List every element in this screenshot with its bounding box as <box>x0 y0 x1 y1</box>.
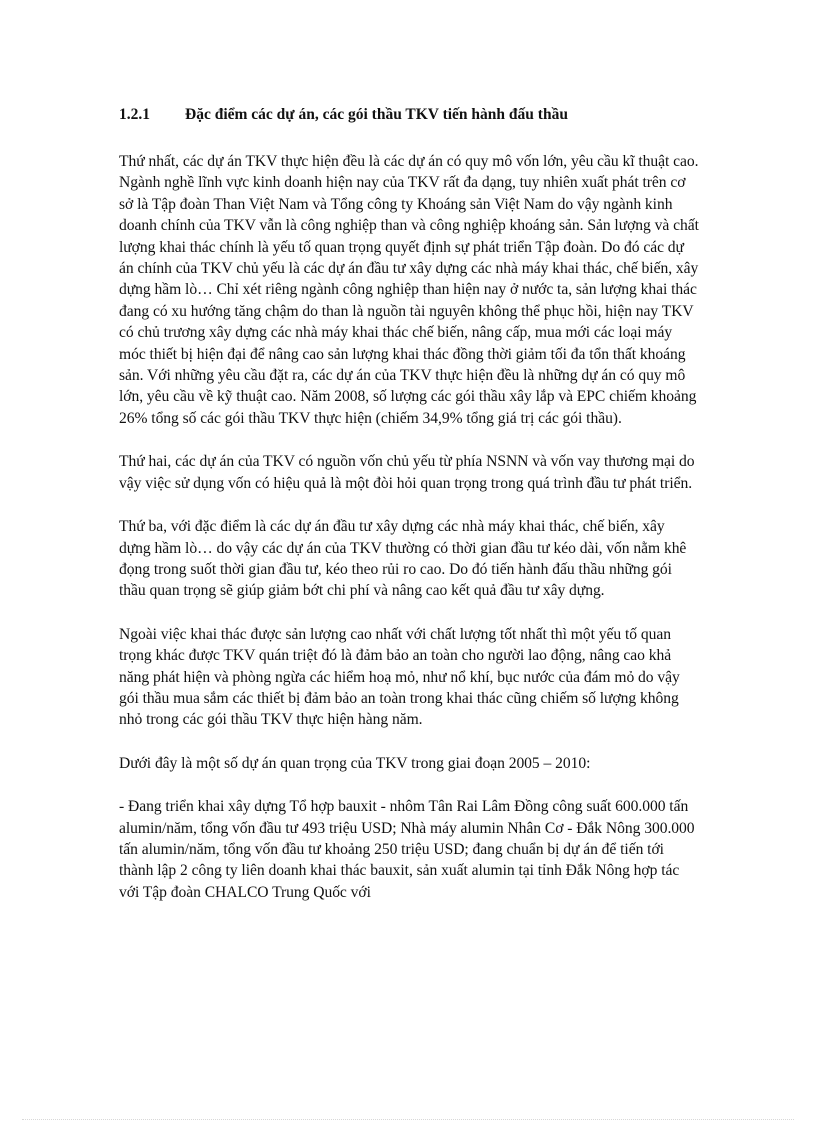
page-content <box>119 104 699 925</box>
paragraph-1: Thứ nhất, các dự án TKV thực hiện đều là các dự án có quy mô vốn lớn, yêu cầu kĩ thuật cao. Ngành nghề lĩnh vực kinh doanh hiện nay của TKV rất đa dạng, tuy nhiên xuất phát trên cơ sở là Tập đoàn Than Việt Nam và Tổng công ty Khoáng sản Việt Nam do vậy ngành kinh doanh chính của TKV vẫn là công nghiệp than và công nghiệp khoáng sản. Sản lượng và chất lượng khai thác chính là yếu tố quan trọng quyết định sự phát triển Tập đoàn. Do đó các dự án chính của TKV chủ yếu là các dự án đầu tư xây dựng các nhà máy khai thác, chế biến, xây dựng hầm lò… Chỉ xét riêng ngành công nghiệp than hiện nay ở nước ta, sản lượng khai thác đang có xu hướng tăng chậm do than là nguồn tài nguyên không thể phục hồi, hiện nay TKV có chủ trương xây dựng các nhà máy khai thác chế biến, nâng cấp, mua mới các loại máy móc thiết bị hiện đại để nâng cao sản lượng khai thác đồng thời giảm tối đa tổn thất khoáng sản. Với những yêu cầu đặt ra, các dự án của TKV thực hiện đều là những dự án có quy mô lớn, yêu cầu về kỹ thuật cao. Năm 2008, số lượng các gói thầu xây lắp và EPC chiếm khoảng 26% tổng số các gói thầu TKV thực hiện (chiếm 34,9% tổng giá trị các gói thầu). <box>119 153 699 427</box>
section-number: 1.2.1 <box>119 106 150 123</box>
paragraph-2: Thứ hai, các dự án của TKV có nguồn vốn chủ yếu từ phía NSNN và vốn vay thương mại do vậy việc sử dụng vốn có hiệu quả là một đòi hỏi quan trọng trong quá trình đầu tư phát triển. <box>119 453 695 492</box>
paragraph-6: - Đang triển khai xây dựng Tổ hợp bauxit - nhôm Tân Rai Lâm Đồng công suất 600.000 tấn alumin/năm, tổng vốn đầu tư 493 triệu USD; Nhà máy alumin Nhân Cơ - Đắk Nông 300.000 tấn alumin/năm, tổng vốn đầu tư khoảng 250 triệu USD; đang chuẩn bị dự án để tiến tới thành lập 2 công ty liên doanh khai thác bauxit, sản xuất alumin tại tỉnh Đắk Nông hợp tác với Tập đoàn CHALCO Trung Quốc với <box>119 798 695 901</box>
section-heading <box>119 104 699 125</box>
section-title: Đặc điểm các dự án, các gói thầu TKV tiến hành đấu thầu <box>185 106 568 123</box>
page-bottom-divider <box>22 1119 794 1120</box>
paragraph-4: Ngoài việc khai thác được sản lượng cao nhất với chất lượng tốt nhất thì một yếu tố quan trọng khác được TKV quán triệt đó là đảm bảo an toàn cho người lao động, nâng cao khả năng phát hiện và phòng ngừa các hiểm hoạ mỏ, như nổ khí, bục nước của đám mỏ do vậy gói thầu mua sắm các thiết bị đảm bảo an toàn trong khai thác cũng chiếm số lượng không nhỏ trong các gói thầu TKV thực hiện hàng năm. <box>119 625 680 729</box>
paragraph-3: Thứ ba, với đặc điểm là các dự án đầu tư xây dựng các nhà máy khai thác, chế biến, xây dựng hầm lò… do vậy các dự án của TKV thường có thời gian đầu tư kéo dài, vốn nằm khê đọng trong suốt thời gian đầu tư, kéo theo rủi ro cao. Do đó tiến hành đấu thầu những gói thầu quan trọng sẽ giúp giảm bớt chi phí và nâng cao kết quả đầu tư xây dựng. <box>119 518 687 600</box>
paragraph-5: Dưới đây là một số dự án quan trọng của TKV trong giai đoạn 2005 – 2010: <box>119 754 591 772</box>
